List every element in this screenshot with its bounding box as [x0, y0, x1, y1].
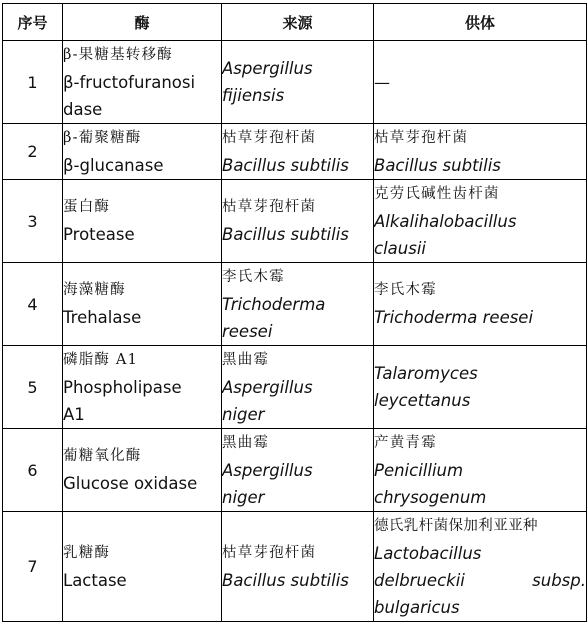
- table-row: [3, 124, 587, 180]
- enzyme-zh: β-葡聚糖酶: [63, 129, 142, 146]
- enzyme-en: β-glucanase: [63, 155, 164, 175]
- row-number: 1: [3, 41, 63, 124]
- donor-en: Lactobacillus: [374, 543, 482, 563]
- source-en: reesei: [222, 321, 273, 341]
- enzyme-en: β-fructofuranosi: [63, 72, 196, 92]
- enzyme-en: Lactase: [63, 570, 127, 590]
- source-cell: [222, 429, 374, 512]
- enzyme-en: Phospholipase: [63, 377, 182, 397]
- enzyme-cell: [63, 124, 222, 180]
- donor-en: Talaromyces: [374, 364, 478, 383]
- enzyme-zh: β-果糖基转移酶: [63, 46, 173, 63]
- row-number: 6: [3, 429, 63, 512]
- donor-en: Trichoderma reesei: [374, 308, 534, 327]
- enzyme-zh: 葡糖氧化酶: [63, 448, 142, 464]
- donor-en: chrysogenum: [374, 487, 487, 507]
- enzyme-cell: [63, 512, 222, 622]
- enzyme-en: Glucose oxidase: [63, 474, 198, 493]
- donor-cell: [374, 263, 587, 346]
- source-zh: 李氏木霉: [222, 268, 285, 285]
- donor-en: clausii: [374, 238, 426, 258]
- source-en: fijiensis: [222, 86, 285, 105]
- donor-cell: [374, 124, 587, 180]
- enzyme-cell: [63, 263, 222, 346]
- source-en: Aspergillus: [222, 460, 313, 480]
- enzyme-zh: 海藻糖酶: [63, 282, 126, 298]
- source-en: Aspergillus: [222, 59, 313, 78]
- row-number: 4: [3, 263, 63, 346]
- enzyme-en: dase: [63, 99, 103, 119]
- source-cell: [222, 512, 374, 622]
- donor-cell: [374, 429, 587, 512]
- donor-cell: [374, 180, 587, 263]
- header-source: 来源: [222, 4, 374, 41]
- enzyme-zh: 磷脂酶 A1: [63, 351, 139, 368]
- source-zh: 枯草芽孢杆菌: [222, 544, 317, 561]
- table-row: [3, 346, 587, 429]
- donor-en: bulgaricus: [374, 597, 460, 617]
- source-cell: [222, 346, 374, 429]
- row-number: 2: [3, 124, 63, 180]
- source-en: niger: [222, 487, 265, 507]
- donor-cell: [374, 512, 587, 622]
- enzyme-zh: 蛋白酶: [63, 199, 111, 215]
- row-number: 7: [3, 512, 63, 622]
- source-zh: 枯草芽孢杆菌: [222, 129, 317, 146]
- donor-en: —: [374, 72, 390, 92]
- donor-cell: [374, 41, 587, 124]
- donor-en: Penicillium: [374, 460, 464, 480]
- source-en: niger: [222, 404, 265, 424]
- table-row: [3, 429, 587, 512]
- source-cell: [222, 180, 374, 263]
- enzyme-cell: [63, 429, 222, 512]
- source-cell: [222, 263, 374, 346]
- header-donor: 供体: [374, 4, 587, 41]
- row-number: 5: [3, 346, 63, 429]
- enzyme-cell: [63, 41, 222, 124]
- donor-zh: 产黄青霉: [374, 434, 437, 451]
- source-en: Bacillus subtilis: [222, 570, 349, 590]
- enzyme-cell: [63, 180, 222, 263]
- donor-zh: 克劳氏碱性齿杆菌: [374, 185, 500, 202]
- row-number: 3: [3, 180, 63, 263]
- header-row: [3, 4, 587, 41]
- source-zh: 枯草芽孢杆菌: [222, 199, 317, 215]
- enzyme-zh: 乳糖酶: [63, 544, 111, 561]
- source-en: Bacillus subtilis: [222, 155, 349, 175]
- donor-cell: [374, 346, 587, 429]
- donor-en: Alkalihalobacillus: [374, 211, 517, 231]
- donor-zh: 德氏乳杆菌保加利亚亚种: [374, 517, 538, 534]
- enzyme-en: Trehalase: [63, 308, 142, 327]
- header-no: 序号: [3, 4, 63, 41]
- source-en: Aspergillus: [222, 377, 313, 397]
- table-row: [3, 180, 587, 263]
- table-row: [3, 263, 587, 346]
- donor-en: leycettanus: [374, 391, 471, 410]
- enzyme-cell: [63, 346, 222, 429]
- table-row: [3, 512, 587, 622]
- source-cell: [222, 124, 374, 180]
- enzyme-en: Protease: [63, 225, 135, 244]
- source-zh: 黑曲霉: [222, 351, 270, 368]
- table-row: [3, 41, 587, 124]
- donor-zh: 枯草芽孢杆菌: [374, 129, 469, 146]
- donor-en: delbrueckii subsp.: [374, 570, 586, 590]
- header-enzyme: 酶: [63, 4, 222, 41]
- enzyme-en: A1: [63, 404, 85, 424]
- donor-en: Bacillus subtilis: [374, 155, 501, 175]
- source-en: Bacillus subtilis: [222, 225, 349, 244]
- source-zh: 黑曲霉: [222, 434, 270, 451]
- source-cell: [222, 41, 374, 124]
- source-en: Trichoderma: [222, 294, 326, 314]
- donor-zh: 李氏木霉: [374, 282, 437, 298]
- enzyme-table: [2, 3, 587, 622]
